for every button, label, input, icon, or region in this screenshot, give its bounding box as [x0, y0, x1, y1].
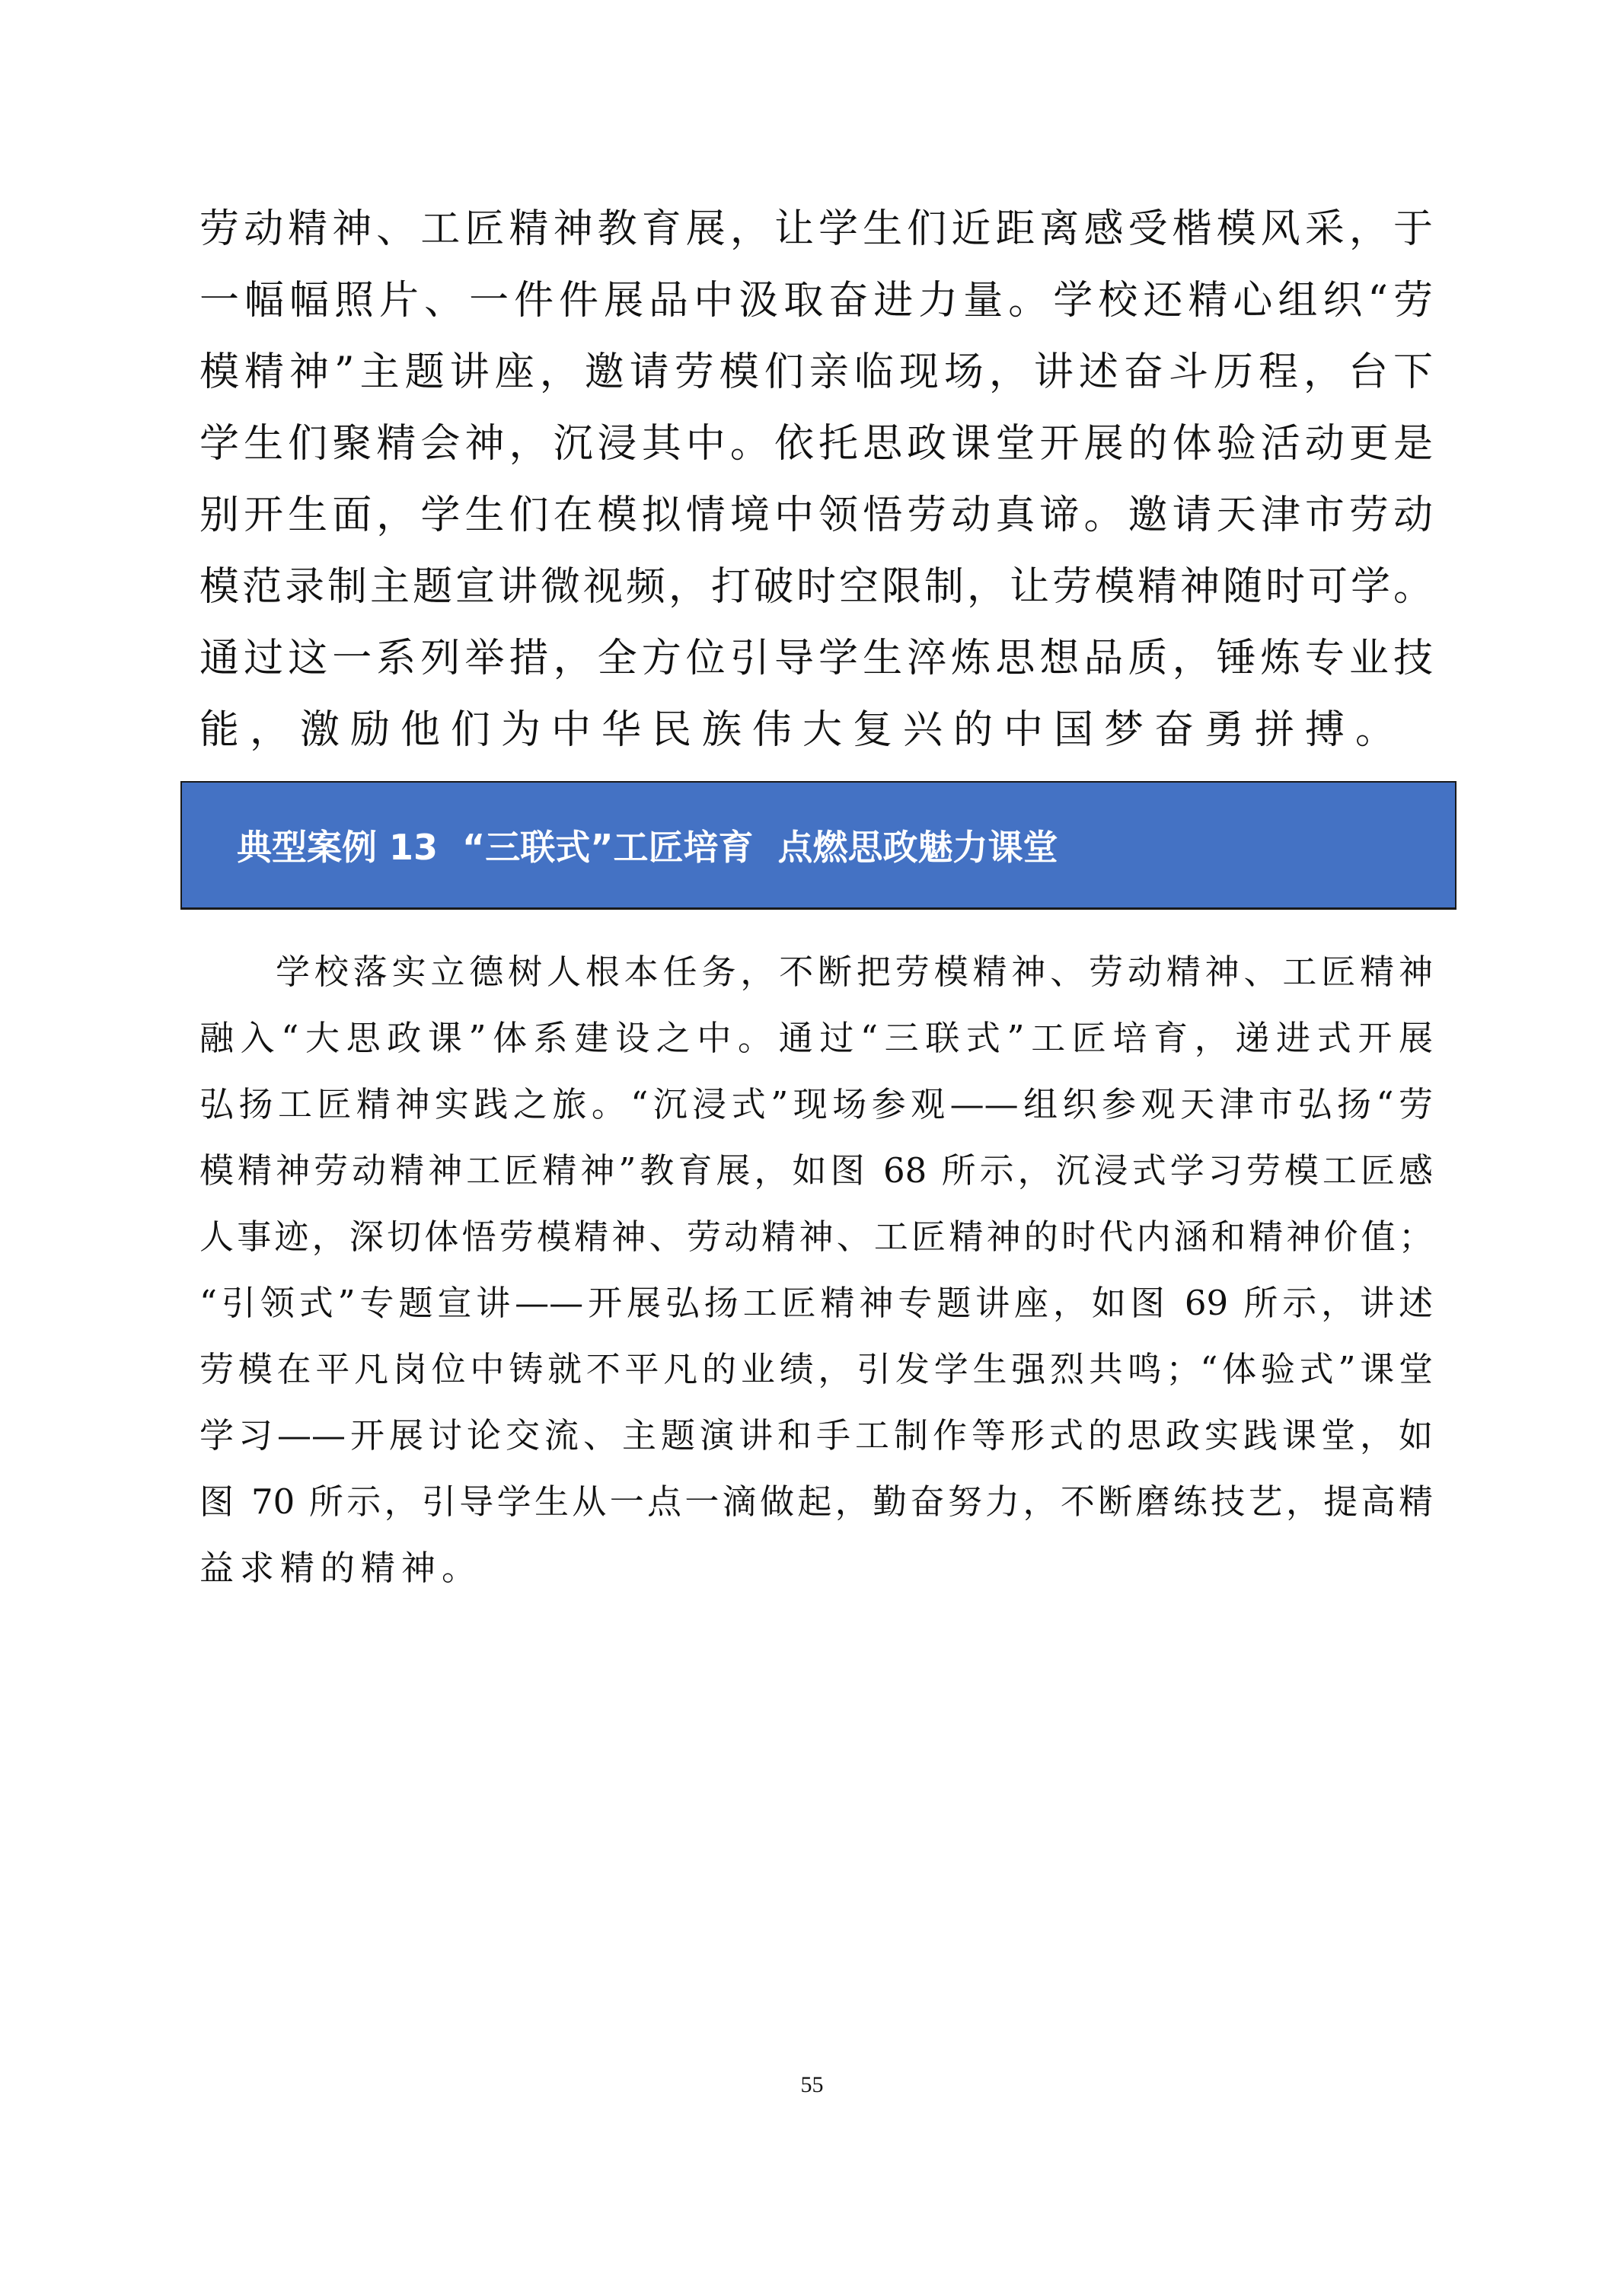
text-line: 融入“大思政课”体系建设之中。通过“三联式”工匠培育，递进式开展 — [199, 1018, 1433, 1058]
text-line: 一幅幅照片、一件件展品中汲取奋进力量。学校还精心组织“劳 — [199, 278, 1433, 324]
text-line: “引领式”专题宣讲——开展弘扬工匠精神专题讲座，如图 69 所示，讲述 — [199, 1283, 1433, 1323]
text-line: 益求精的精神。 — [199, 1548, 483, 1588]
text-line: 图 70 所示，引导学生从一点一滴做起，勤奋努力，不断磨练技艺，提高精 — [199, 1481, 1433, 1522]
text-line: 别开生面，学生们在模拟情境中领悟劳动真谛。邀请天津市劳动 — [199, 493, 1433, 538]
case-paragraph — [199, 939, 1433, 1601]
text-line: 弘扬工匠精神实践之旅。“沉浸式”现场参观——组织参观天津市弘扬“劳 — [199, 1084, 1433, 1124]
text-line: 模精神劳动精神工匠精神”教育展，如图 68 所示，沉浸式学习劳模工匠感 — [199, 1150, 1433, 1191]
text-line: 能，激励他们为中华民族伟大复兴的中国梦奋勇拼搏。 — [199, 707, 1406, 753]
text-line: 劳动精神、工匠精神教育展，让学生们近距离感受楷模风采，于 — [199, 206, 1433, 252]
text-line: 劳模在平凡岗位中铸就不平凡的业绩，引发学生强烈共鸣；“体验式”课堂 — [199, 1349, 1433, 1389]
text-line: 学习——开展讨论交流、主题演讲和手工制作等形式的思政实践课堂，如 — [199, 1415, 1433, 1456]
page-number: 55 — [800, 2072, 824, 2097]
case-title: 典型案例 13 “三联式”工匠培育 点燃思政魅力课堂 — [237, 827, 1058, 868]
text-line: 学校落实立德树人根本任务，不断把劳模精神、劳动精神、工匠精神 — [276, 952, 1433, 992]
case-heading-box — [180, 781, 1456, 910]
text-line: 学生们聚精会神，沉浸其中。依托思政课堂开展的体验活动更是 — [199, 421, 1433, 467]
paragraph-continued — [199, 193, 1433, 766]
text-line: 通过这一系列举措，全方位引导学生淬炼思想品质，锤炼专业技 — [199, 636, 1433, 681]
text-line: 模精神”主题讲座，邀请劳模们亲临现场，讲述奋斗历程，台下 — [199, 349, 1433, 395]
text-line: 人事迹，深切体悟劳模精神、劳动精神、工匠精神的时代内涵和精神价值； — [199, 1217, 1433, 1257]
text-line: 模范录制主题宣讲微视频，打破时空限制，让劳模精神随时可学。 — [199, 564, 1433, 610]
